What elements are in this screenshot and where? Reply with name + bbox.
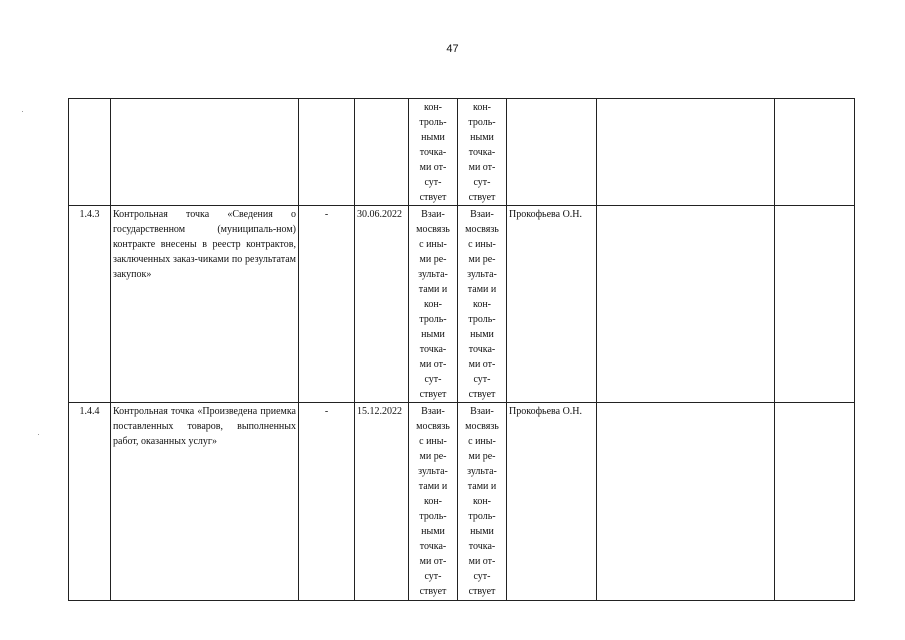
cell-line: ми от- xyxy=(419,359,447,370)
cell-line: кон- xyxy=(472,299,492,310)
cell-line: ствует xyxy=(419,586,447,597)
relation-cell-predecessor xyxy=(409,99,458,206)
cell-line: ными xyxy=(470,526,494,537)
cell-line: ми ре- xyxy=(468,451,496,462)
checkpoint-name: Контрольная точка «Сведения о государственном (муниципаль-ном) контракте внесены в реестр контрактов, заключенных заказ-чиками по результатам закупок» xyxy=(111,206,299,403)
empty-cell xyxy=(775,206,855,403)
end-date: 15.12.2022 xyxy=(355,403,409,601)
cell-line: точка- xyxy=(468,344,496,355)
start-date: - xyxy=(299,403,355,601)
cell-line: с ины- xyxy=(468,239,496,250)
cell-line: тами и xyxy=(418,284,448,295)
cell-line: сут- xyxy=(473,571,491,582)
start-date: - xyxy=(299,206,355,403)
cell-line: кон- xyxy=(472,102,492,113)
end-date xyxy=(355,99,409,206)
cell-line: ми ре- xyxy=(419,254,447,265)
cell-line: сут- xyxy=(424,571,442,582)
responsible-person: Прокофьева О.Н. xyxy=(507,403,597,601)
cell-line: зульта- xyxy=(418,269,448,280)
cell-line: мосвязь xyxy=(465,421,499,432)
empty-cell xyxy=(597,403,775,601)
cell-line: с ины- xyxy=(419,436,447,447)
cell-line: точка- xyxy=(468,147,496,158)
empty-cell xyxy=(597,206,775,403)
cell-line: мосвязь xyxy=(416,421,450,432)
cell-line: ными xyxy=(470,329,494,340)
end-date: 30.06.2022 xyxy=(355,206,409,403)
start-date xyxy=(299,99,355,206)
cell-line: ствует xyxy=(468,192,496,203)
cell-line: мосвязь xyxy=(416,224,450,235)
row-number: 1.4.3 xyxy=(69,206,111,403)
cell-line: кон- xyxy=(423,102,443,113)
cell-line: ми от- xyxy=(468,162,496,173)
cell-line: точка- xyxy=(468,541,496,552)
cell-line: троль- xyxy=(468,511,496,522)
cell-line: Взаи- xyxy=(421,406,445,417)
cell-line: кон- xyxy=(423,496,443,507)
empty-cell xyxy=(775,403,855,601)
cell-line: ными xyxy=(470,132,494,143)
relation-cell-successor xyxy=(458,403,507,601)
cell-line: точка- xyxy=(419,541,447,552)
cell-line: с ины- xyxy=(419,239,447,250)
responsible-person xyxy=(507,99,597,206)
cell-line: зульта- xyxy=(467,269,497,280)
responsible-person: Прокофьева О.Н. xyxy=(507,206,597,403)
scan-speck xyxy=(22,111,23,112)
cell-line: троль- xyxy=(419,117,447,128)
cell-line: троль- xyxy=(419,511,447,522)
cell-line: ми от- xyxy=(468,359,496,370)
cell-line: ствует xyxy=(468,586,496,597)
cell-line: троль- xyxy=(468,117,496,128)
table-row xyxy=(69,403,855,601)
cell-line: точка- xyxy=(419,147,447,158)
cell-line: сут- xyxy=(424,177,442,188)
cell-line: точка- xyxy=(419,344,447,355)
cell-line: ми от- xyxy=(419,162,447,173)
cell-line: ными xyxy=(421,132,445,143)
cell-line: ми ре- xyxy=(468,254,496,265)
cell-line: ными xyxy=(421,329,445,340)
empty-cell xyxy=(597,99,775,206)
checkpoint-name: Контрольная точка «Произведена приемка поставленных товаров, выполненных работ, оказанных услуг» xyxy=(111,403,299,601)
cell-line: Взаи- xyxy=(470,209,494,220)
cell-line: ствует xyxy=(419,389,447,400)
cell-line: троль- xyxy=(468,314,496,325)
table-row xyxy=(69,99,855,206)
cell-line: зульта- xyxy=(418,466,448,477)
cell-line: зульта- xyxy=(467,466,497,477)
cell-line: ствует xyxy=(419,192,447,203)
relation-cell-predecessor xyxy=(409,403,458,601)
cell-line: сут- xyxy=(424,374,442,385)
row-number: 1.4.4 xyxy=(69,403,111,601)
cell-line: мосвязь xyxy=(465,224,499,235)
cell-line: ствует xyxy=(468,389,496,400)
cell-line: сут- xyxy=(473,374,491,385)
plan-table xyxy=(68,98,855,601)
relation-cell-successor xyxy=(458,99,507,206)
cell-line: тами и xyxy=(418,481,448,492)
cell-line: кон- xyxy=(423,299,443,310)
relation-cell-successor xyxy=(458,206,507,403)
empty-cell xyxy=(775,99,855,206)
cell-line: с ины- xyxy=(468,436,496,447)
cell-line: Взаи- xyxy=(421,209,445,220)
cell-line: сут- xyxy=(473,177,491,188)
cell-line: тами и xyxy=(467,284,497,295)
cell-line: Взаи- xyxy=(470,406,494,417)
table-row xyxy=(69,206,855,403)
cell-line: ми от- xyxy=(419,556,447,567)
relation-cell-predecessor xyxy=(409,206,458,403)
cell-line: троль- xyxy=(419,314,447,325)
scan-speck xyxy=(38,434,39,435)
row-number xyxy=(69,99,111,206)
cell-line: тами и xyxy=(467,481,497,492)
cell-line: кон- xyxy=(472,496,492,507)
page-number: 47 xyxy=(446,43,459,55)
cell-line: ными xyxy=(421,526,445,537)
cell-line: ми ре- xyxy=(419,451,447,462)
cell-line: ми от- xyxy=(468,556,496,567)
checkpoint-name xyxy=(111,99,299,206)
